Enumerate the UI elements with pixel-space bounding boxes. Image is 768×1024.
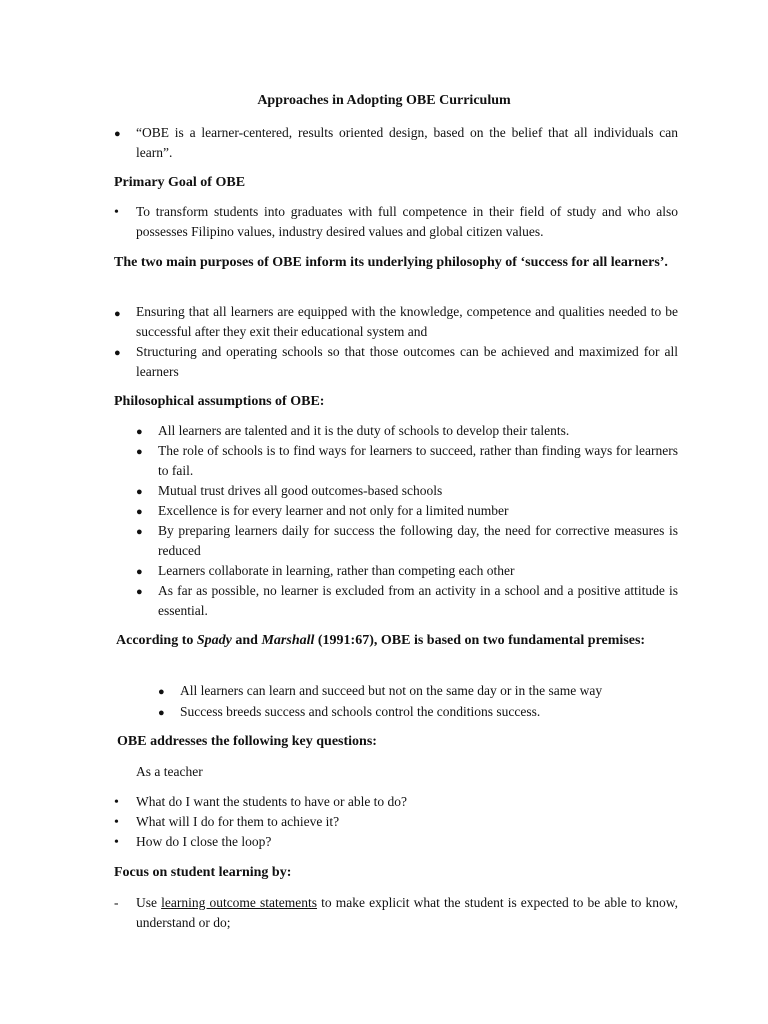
bullet-icon: ● xyxy=(158,707,165,719)
premise-item: Success breeds success and schools control the conditions success. xyxy=(180,704,541,719)
author-marshall: Marshall xyxy=(261,633,315,648)
assumption-item: As far as possible, no learner is excluded from an activity in a school and a positive attitude is essential. xyxy=(158,583,678,618)
focus-item-prefix: Use xyxy=(136,895,162,910)
bullet-icon: • xyxy=(114,835,119,850)
bullet-icon: • xyxy=(114,795,119,810)
document-title: Approaches in Adopting OBE Curriculum xyxy=(257,93,511,108)
key-question-item: What will I do for them to achieve it? xyxy=(136,814,340,829)
primary-goal-heading: Primary Goal of OBE xyxy=(114,175,246,190)
bullet-icon: ● xyxy=(136,486,143,498)
assumption-item: Mutual trust drives all good outcomes-based schools xyxy=(158,483,443,498)
intro-quote: “OBE is a learner-centered, results oriented design, based on the belief that all individuals can learn”. xyxy=(136,125,678,160)
key-questions-subheading: As a teacher xyxy=(136,764,203,779)
focus-item-suffix: to make explicit what the student is expected to be able to know, understand or do; xyxy=(136,895,679,930)
key-question-item: What do I want the students to have or able to do? xyxy=(136,794,408,809)
premises-heading-suffix: (1991:67), OBE is based on two fundamental premises: xyxy=(314,633,646,648)
bullet-icon: ● xyxy=(136,446,143,458)
assumption-item: Excellence is for every learner and not only for a limited number xyxy=(158,503,509,518)
primary-goal-item: To transform students into graduates with full competence in their field of study and who also possesses Filipino values, industry desired values and global citizen values. xyxy=(136,204,678,239)
bullet-icon: ● xyxy=(136,426,143,438)
premises-heading xyxy=(90,631,650,651)
bullet-icon: ● xyxy=(136,506,143,518)
assumption-item: All learners are talented and it is the duty of schools to develop their talents. xyxy=(158,423,570,438)
dash-marker: - xyxy=(114,895,119,910)
purpose-item: Ensuring that all learners are equipped with the knowledge, competence and qualities needed to be successful after they exit their educational system and xyxy=(136,304,678,339)
premises-heading-and: and xyxy=(231,633,262,648)
key-questions-heading: OBE addresses the following key questions: xyxy=(117,734,377,749)
assumption-item: By preparing learners daily for success the following day, the need for corrective measures is reduced xyxy=(158,523,678,558)
bullet-icon: ● xyxy=(136,586,143,598)
premises-heading-prefix: According to xyxy=(116,633,197,648)
bullet-icon: ● xyxy=(114,347,121,359)
focus-item xyxy=(136,893,678,933)
bullet-icon: • xyxy=(114,815,119,830)
author-spady: Spady xyxy=(196,633,232,648)
bullet-icon: ● xyxy=(114,308,121,320)
purposes-heading: The two main purposes of OBE inform its underlying philosophy of ‘success for all learners’. xyxy=(114,255,668,270)
bullet-icon: ● xyxy=(158,686,165,698)
learning-outcome-statements-term: learning outcome statements xyxy=(161,895,318,910)
assumption-item: The role of schools is to find ways for learners to succeed, rather than finding ways for learners to fail. xyxy=(158,443,678,478)
bullet-icon: • xyxy=(114,205,119,220)
premise-item: All learners can learn and succeed but not on the same day or in the same way xyxy=(180,683,603,698)
bullet-icon: ● xyxy=(136,566,143,578)
bullet-icon: ● xyxy=(114,128,121,140)
assumption-item: Learners collaborate in learning, rather than competing each other xyxy=(158,563,515,578)
key-question-item: How do I close the loop? xyxy=(136,834,272,849)
purpose-item: Structuring and operating schools so that those outcomes can be achieved and maximized for all learners xyxy=(136,344,678,379)
assumptions-heading: Philosophical assumptions of OBE: xyxy=(114,394,325,409)
bullet-icon: ● xyxy=(136,526,143,538)
focus-heading: Focus on student learning by: xyxy=(114,865,292,880)
